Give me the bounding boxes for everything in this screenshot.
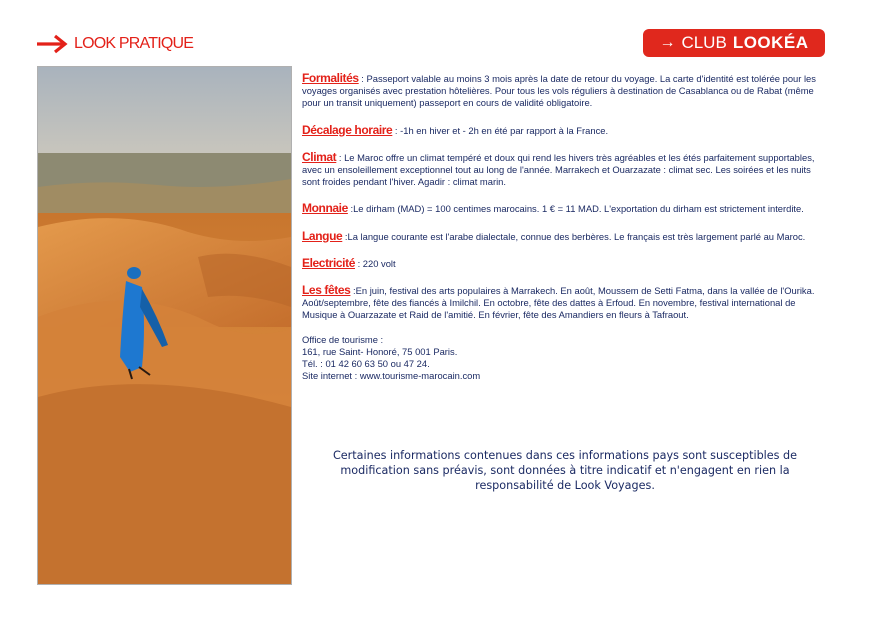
section-text: : 220 volt bbox=[354, 257, 396, 269]
section-monnaie bbox=[302, 202, 830, 215]
club-lookea-logo bbox=[643, 29, 825, 57]
disclaimer-line: responsabilité de Look Voyages. bbox=[475, 479, 655, 492]
office-phone: Tél. : 01 42 60 63 50 ou 47 24. bbox=[302, 358, 430, 370]
page-title: LOOK PRATIQUE bbox=[74, 35, 194, 52]
term-label: Langue bbox=[302, 228, 343, 243]
brand-name: LOOKÉA bbox=[732, 33, 809, 52]
section-electricite bbox=[302, 257, 830, 270]
page-header bbox=[36, 32, 193, 56]
disclaimer-line: modification sans préavis, sont données à titre indicatif et n'engagent en rien la bbox=[340, 464, 790, 477]
term-label: Office de tourisme bbox=[302, 333, 378, 345]
office-suffix: : bbox=[377, 333, 384, 345]
term-label: Climat bbox=[302, 149, 337, 164]
section-fetes bbox=[302, 284, 830, 322]
section-text: :En juin, festival des arts populaires à Marrakech. En août, Moussem de Setti Fatma, dans la vallée de l'Ourika. Août/septembre, fête des fiancés à Imilchil. En octobre, fête des dattes à Erfoud. En novembre, festival international de Musique à Ouarzazate et Raid de l'amitié. En février, fête des Amandiers en fleurs à Tafraout. bbox=[302, 285, 815, 321]
arrow-icon: → bbox=[659, 34, 676, 51]
section-climat bbox=[302, 151, 830, 189]
section-text: :Le dirham (MAD) = 100 centimes marocains. 1 € = 11 MAD. L'exportation du dirham est strictement interdite. bbox=[347, 203, 804, 215]
section-langue bbox=[302, 230, 830, 243]
disclaimer bbox=[318, 448, 812, 493]
country-info bbox=[302, 72, 830, 382]
term-label: Electricité bbox=[302, 255, 355, 270]
term-label: Décalage horaire bbox=[302, 122, 393, 137]
section-formalites bbox=[302, 72, 830, 110]
desert-photo bbox=[37, 66, 292, 585]
section-text: : Le Maroc offre un climat tempéré et doux qui rend les hivers très agréables et les étés parfaitement supportables, avec un ensoleillement exceptionnel tout au long de l'année. Marrakech et Ouarzazate : climat sec. Les soirées et les nuits sont froides pendant l'hiver. Agadir : climat marin. bbox=[302, 151, 815, 188]
section-decalage-horaire bbox=[302, 124, 830, 137]
section-text: : Passeport valable au moins 3 mois après la date de retour du voyage. La carte d'identité est tolérée pour les voyages organisés avec prestation hôtelières. Pour tous les vols réguliers à destination de Casablanca ou de Rabat (même pour un transit uniquement) passeport en cours de validité obligatoire. bbox=[302, 73, 816, 109]
club-label: CLUB bbox=[681, 33, 727, 52]
right-arrow-icon bbox=[36, 34, 68, 54]
section-text: :La langue courante est l'arabe dialectale, connue des berbères. Le français est très largement parlé au Maroc. bbox=[342, 230, 806, 242]
term-label: Les fêtes bbox=[302, 283, 351, 298]
section-office-tourisme bbox=[302, 334, 830, 383]
office-website: Site internet : www.tourisme-marocain.com bbox=[302, 370, 481, 382]
term-label: Monnaie bbox=[302, 201, 348, 216]
office-address: 161, rue Saint- Honoré, 75 001 Paris. bbox=[302, 345, 458, 357]
disclaimer-line: Certaines informations contenues dans ces informations pays sont susceptibles de bbox=[332, 449, 798, 462]
section-text: : -1h en hiver et - 2h en été par rapport à la France. bbox=[392, 124, 609, 136]
term-label: Formalités bbox=[302, 71, 359, 85]
